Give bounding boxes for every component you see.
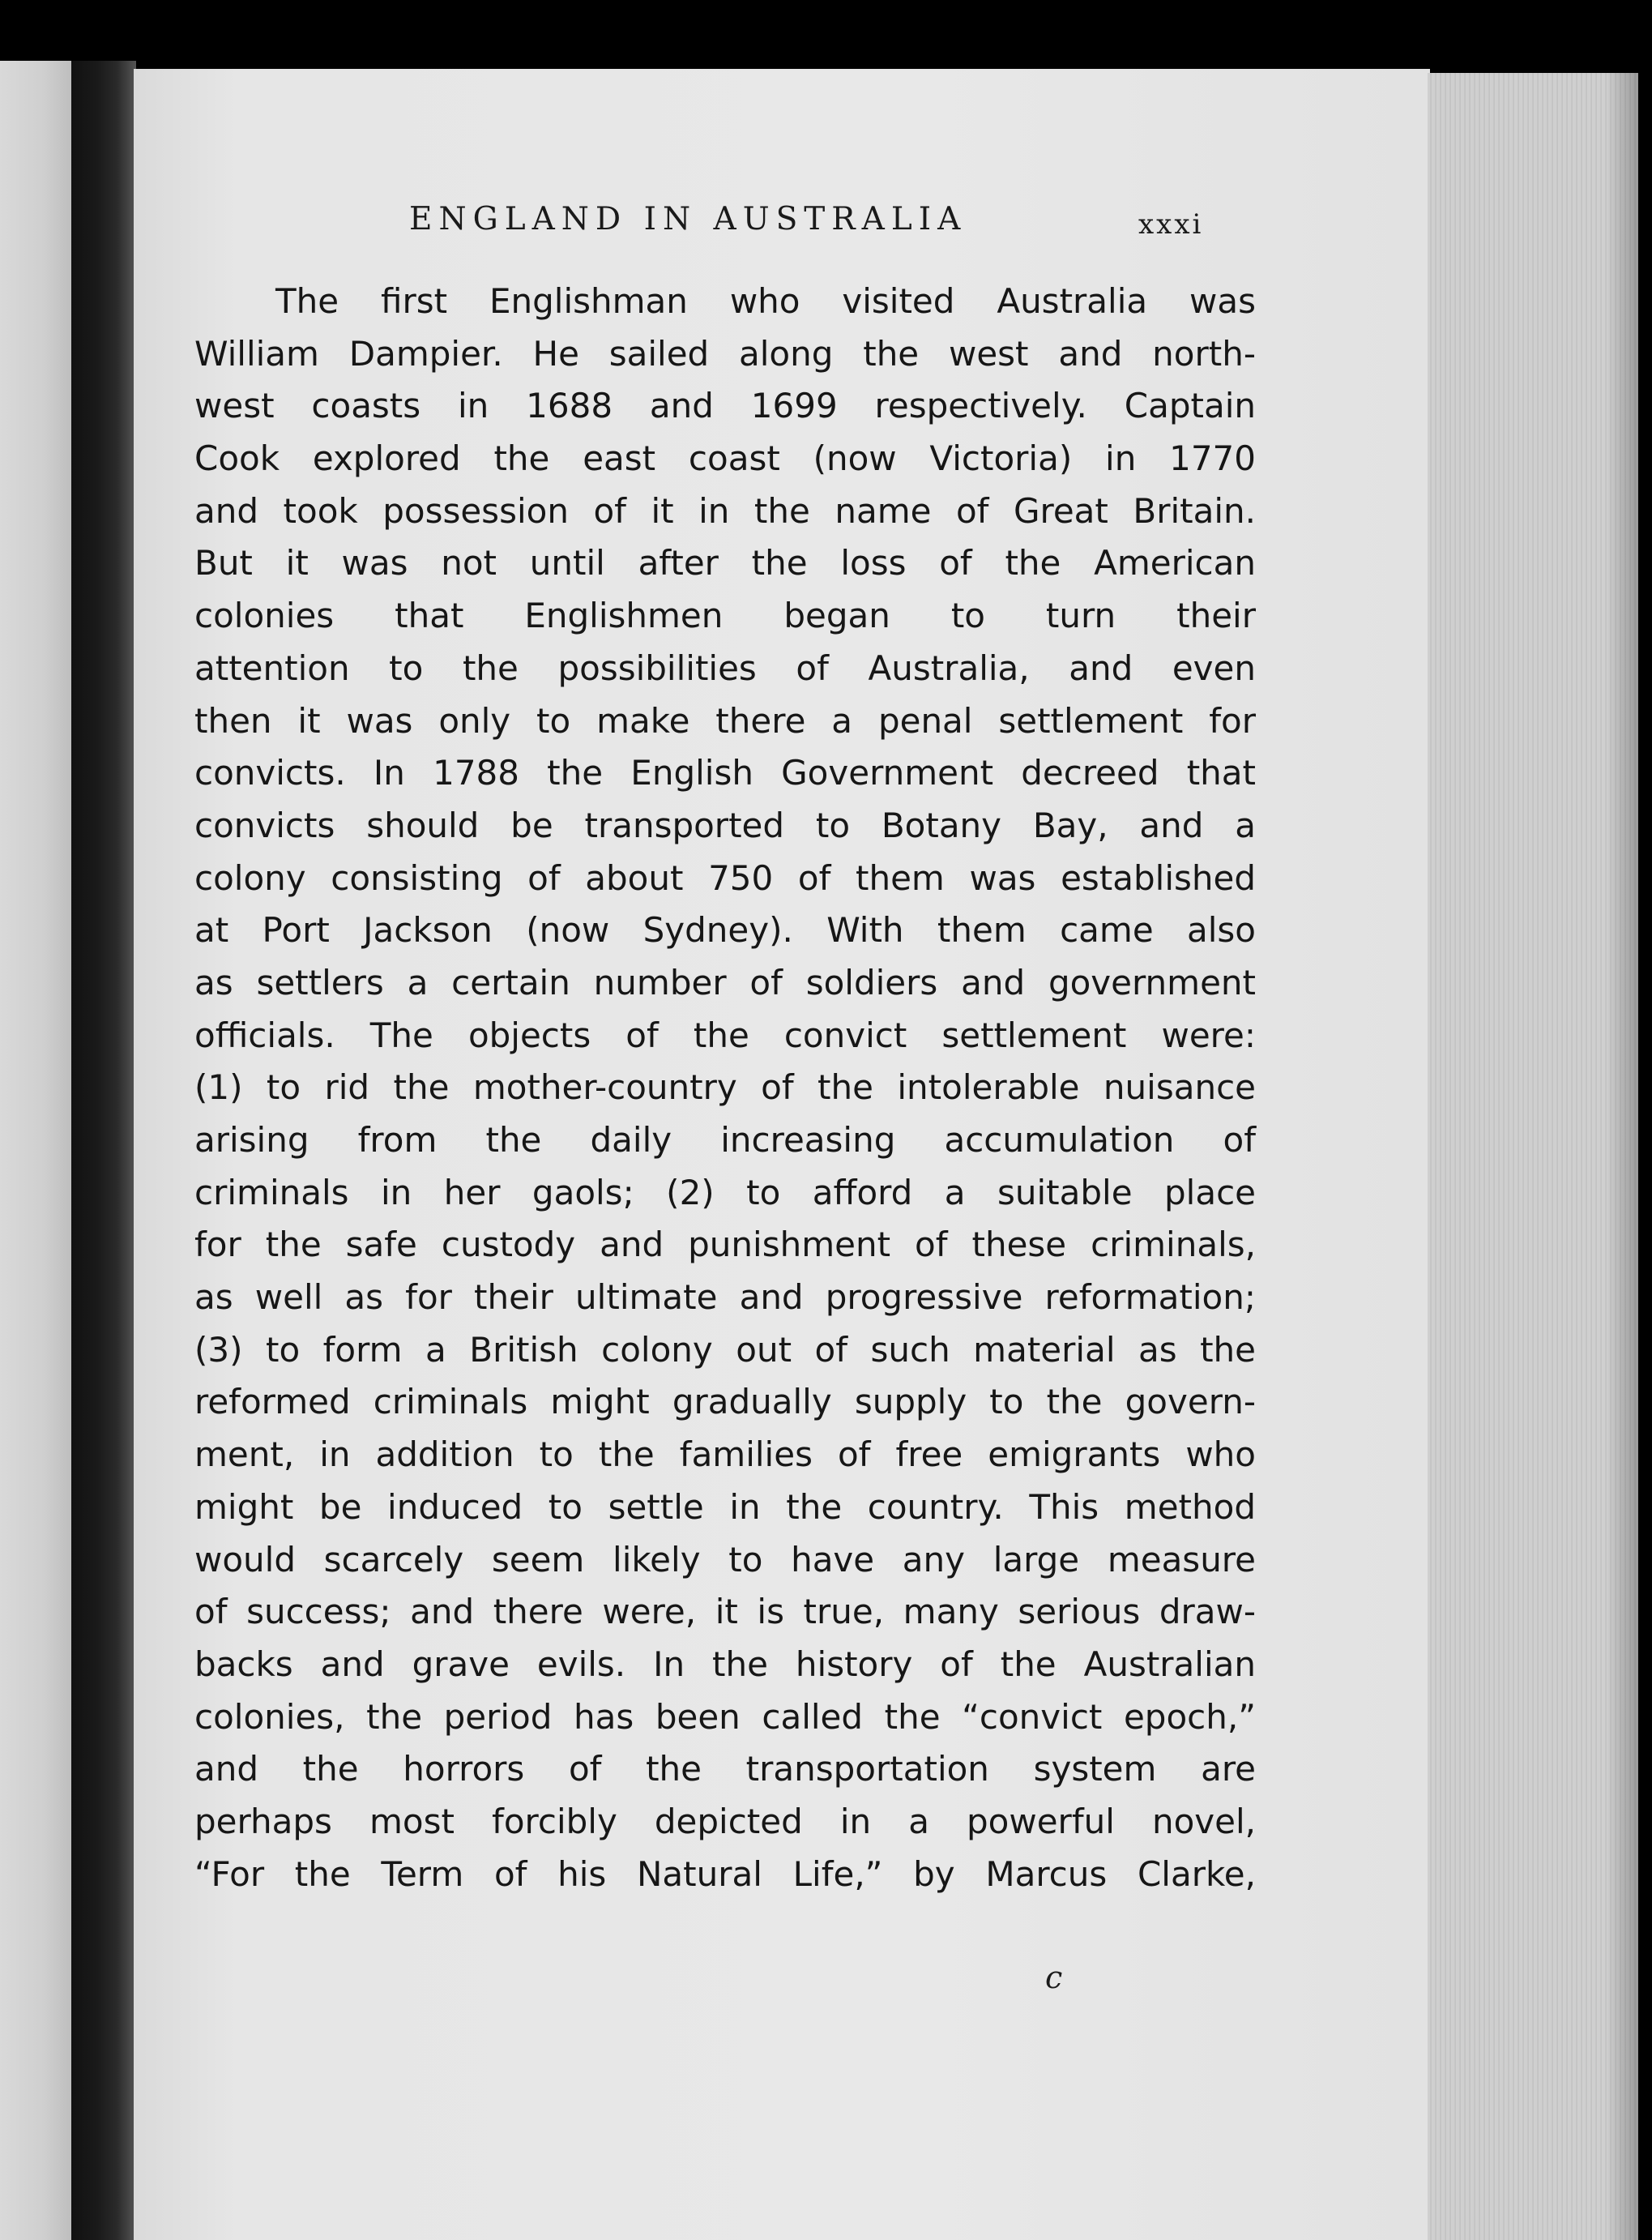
text-line: William Dampier. He sailed along the west and north- xyxy=(194,333,1256,374)
text-line: as well as for their ultimate and progressive reformation; xyxy=(194,1277,1256,1318)
text-line: arising from the daily increasing accumulation of xyxy=(194,1120,1256,1160)
book-gutter xyxy=(71,61,136,2240)
text-line: convicts. In 1788 the English Government decreed that xyxy=(194,753,1256,793)
text-line: colonies, the period has been called the “convict epoch,” xyxy=(194,1696,1256,1737)
text-line: (1) to rid the mother-country of the intolerable nuisance xyxy=(194,1067,1256,1108)
text-line: west coasts in 1688 and 1699 respectively. Captain xyxy=(194,386,1256,426)
text-line: might be induced to settle in the country. This method xyxy=(194,1486,1256,1527)
text-line: backs and grave evils. In the history of the Australian xyxy=(194,1644,1256,1684)
text-line: perhaps most forcibly depicted in a powerful novel, xyxy=(194,1801,1256,1841)
text-line: and the horrors of the transportation system are xyxy=(194,1749,1256,1789)
text-line: criminals in her gaols; (2) to afford a suitable place xyxy=(194,1172,1256,1212)
text-line: colony consisting of about 750 of them was established xyxy=(194,857,1256,898)
text-line: at Port Jackson (now Sydney). With them came also xyxy=(194,910,1256,951)
page-edges-stack xyxy=(1428,73,1638,2240)
text-line: reformed criminals might gradually supply to the govern- xyxy=(194,1382,1256,1422)
text-line: convicts should be transported to Botany Bay, and a xyxy=(194,805,1256,845)
text-line: Cook explored the east coast (now Victoria) in 1770 xyxy=(194,438,1256,479)
text-line: for the safe custody and punishment of these criminals, xyxy=(194,1225,1256,1265)
text-line: then it was only to make there a penal settlement for xyxy=(194,700,1256,741)
text-line: But it was not until after the loss of the American xyxy=(194,543,1256,584)
text-line: colonies that Englishmen began to turn their xyxy=(194,596,1256,636)
text-line: “For the Term of his Natural Life,” by Marcus Clarke, xyxy=(194,1853,1256,1894)
body-text xyxy=(194,276,1256,1900)
left-page-edge xyxy=(0,61,73,2240)
text-line: (3) to form a British colony out of such material as the xyxy=(194,1329,1256,1370)
text-line: of success; and there were, it is true, many serious draw- xyxy=(194,1592,1256,1632)
text-line: officials. The objects of the convict settlement were: xyxy=(194,1015,1256,1055)
text-line: and took possession of it in the name of Great Britain. xyxy=(194,490,1256,531)
text-line: would scarcely seem likely to have any large measure xyxy=(194,1539,1256,1580)
text-line: The first Englishman who visited Australia was xyxy=(275,281,1256,321)
text-line: as settlers a certain number of soldiers and government xyxy=(194,962,1256,1002)
text-line: attention to the possibilities of Australia, and even xyxy=(194,648,1256,688)
signature-mark: c xyxy=(1045,1960,1063,1995)
running-head: ENGLAND IN AUSTRALIA xyxy=(409,201,967,237)
page-number: xxxi xyxy=(1138,208,1204,241)
text-line: ment, in addition to the families of free emigrants who xyxy=(194,1434,1256,1475)
